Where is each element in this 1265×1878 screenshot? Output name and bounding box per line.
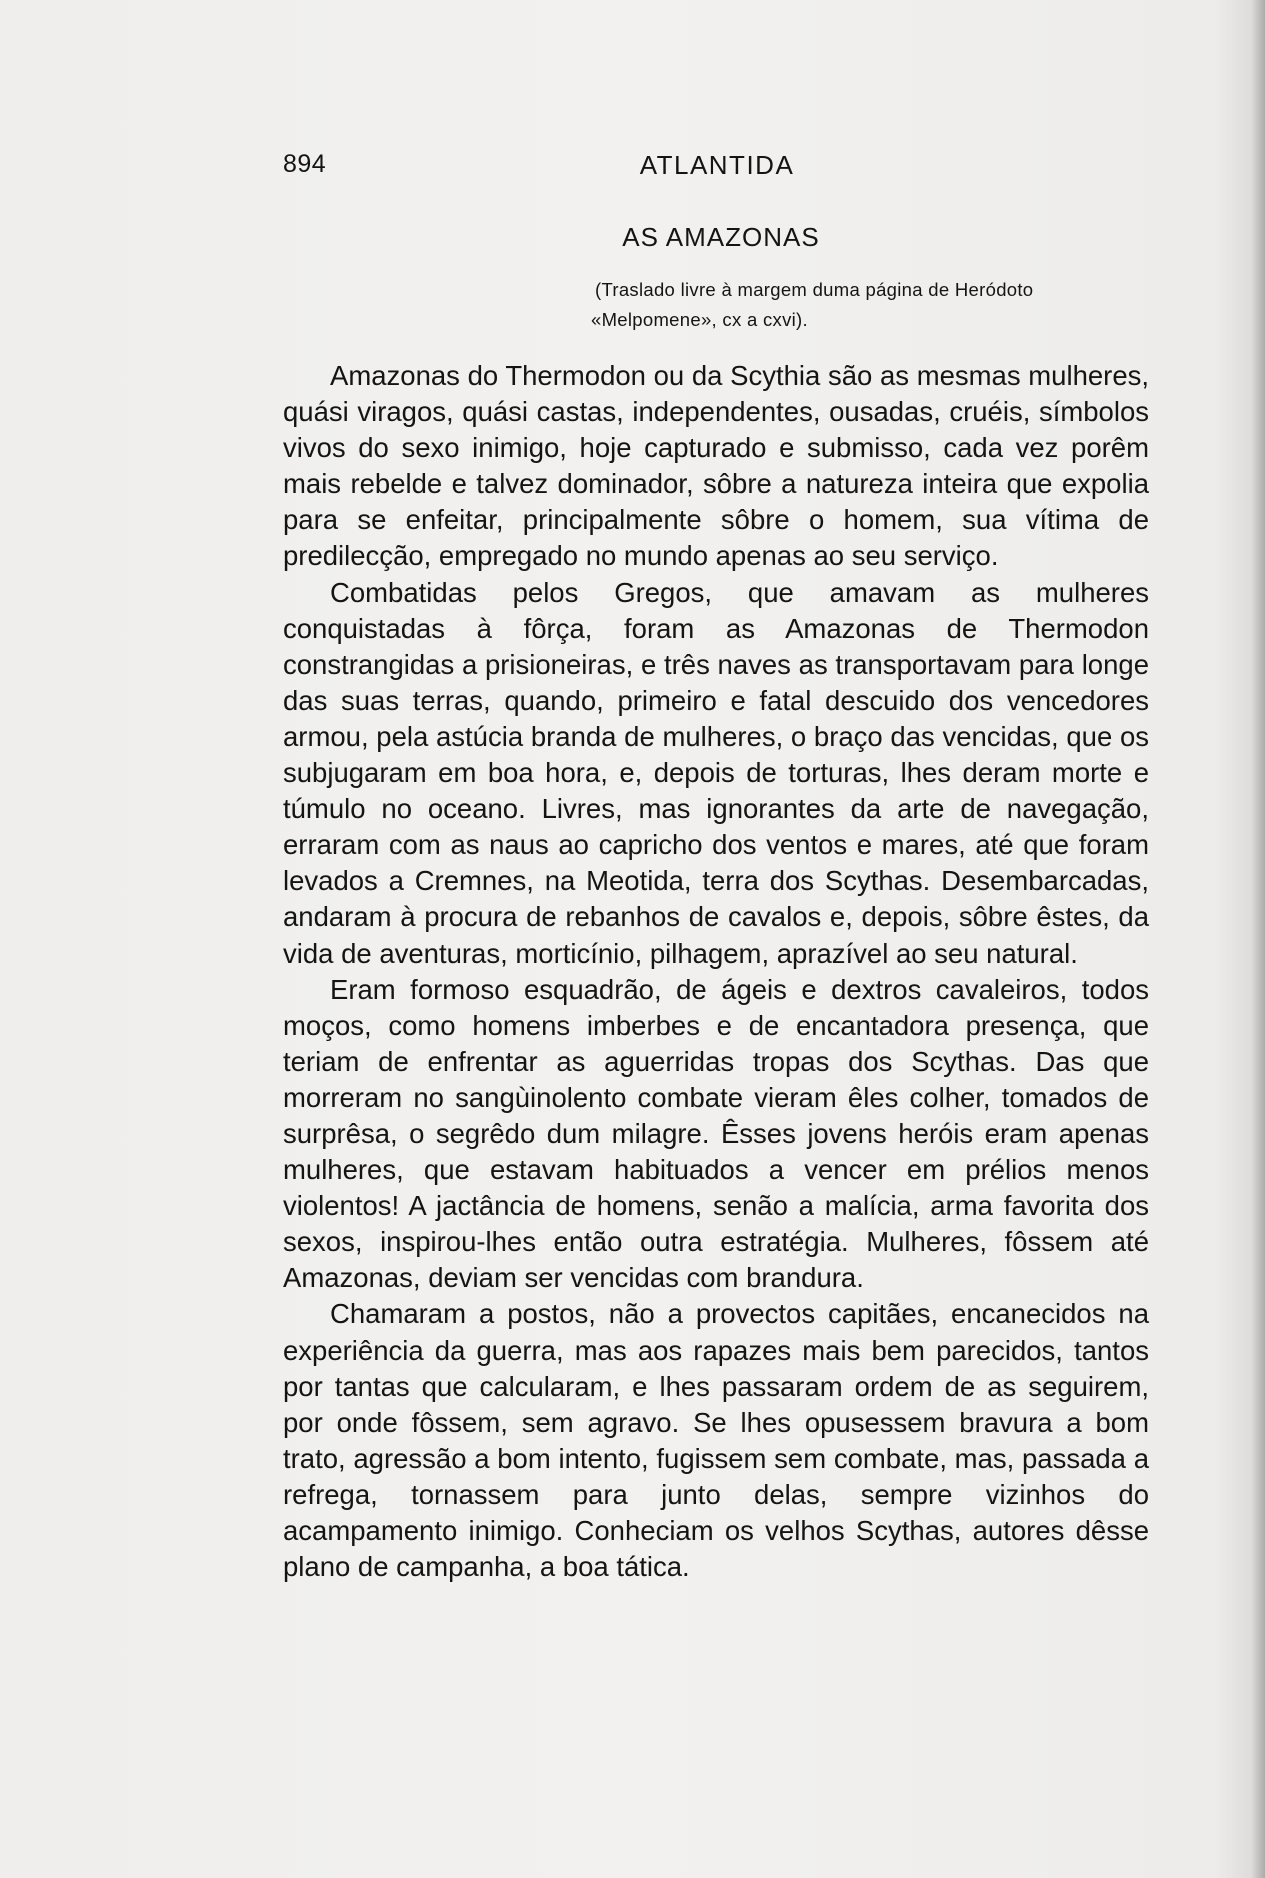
paragraph: Eram formoso esquadrão, de ágeis e dextros cavaleiros, todos moços, como homens imberbes e de encantadora presença, que teriam de enfrentar as aguerridas tropas dos Scythas. Das que morreram no sangùinolento combate vieram êles colher, tomados de surprêsa, o segrêdo dum milagre. Êsses jovens heróis eram apenas mulheres, que estavam habituados a vencer em prélios menos violentos! A jactância de homens, senão a malícia, arma favorita dos sexos, inspirou-lhes então outra estratégia. Mulheres, fôssem até Amazonas, deviam ser vencidas com brandura. bbox=[283, 973, 1149, 1294]
page-number: 894 bbox=[283, 150, 327, 178]
paragraph: Chamaram a postos, não a provectos capitães, encanecidos na experiência da guerra, mas aos rapazes mais bem parecidos, tantos por tantas que calcularam, e lhes passaram ordem de as seguirem, por onde fôssem, sem agravo. Se lhes opusessem bravura a bom trato, agressão a bom intento, fugissem sem combate, mas, passada a refrega, tornassem para junto delas, sempre vizinhos do acampamento inimigo. Conheciam os velhos Scythas, autores dêsse plano de campanha, a boa tática. bbox=[283, 1298, 1149, 1583]
paragraph: Combatidas pelos Gregos, que amavam as mulheres conquistadas à fôrça, foram as Amazonas de Thermodon constrangidas a prisioneiras, e três naves as transportavam para longe das suas terras, quando, primeiro e fatal descuido dos vencedores armou, pela astúcia branda de mulheres, o braço das vencidas, que os subjugaram em boa hora, e, depois de torturas, lhes deram morte e túmulo no oceano. Livres, mas ignorantes da arte de navegação, erraram com as naus ao capricho dos ventos e mares, até que foram levados a Cremnes, na Meotida, terra dos Scythas. Desembarcadas, andaram à procura de rebanhos de cavalos e, depois, sôbre êstes, da vida de aventuras, morticínio, pilhagem, aprazível ao seu natural. bbox=[283, 576, 1149, 969]
subtitle-line-1: (Traslado livre à margem duma página de Heródoto bbox=[595, 279, 1034, 300]
article-title: AS AMAZONAS bbox=[622, 222, 820, 252]
running-head bbox=[283, 150, 1139, 190]
running-title: ATLANTIDA bbox=[639, 150, 795, 180]
article-body bbox=[283, 358, 1149, 1585]
page-edge-shadow bbox=[1251, 0, 1265, 1878]
subtitle-line-2: «Melpomene», cx a cxvi). bbox=[591, 309, 808, 330]
article-subtitle bbox=[591, 275, 1155, 335]
paragraph: Amazonas do Thermodon ou da Scythia são as mesmas mulheres, quási viragos, quási castas, independentes, ousadas, cruéis, símbolos vivos do sexo inimigo, hoje capturado e submisso, cada vez porêm mais rebelde e talvez dominador, sôbre a natureza inteira que expolia para se enfeitar, principalmente sôbre o homem, sua vítima de predilecção, empregado no mundo apenas ao seu serviço. bbox=[283, 360, 1149, 572]
